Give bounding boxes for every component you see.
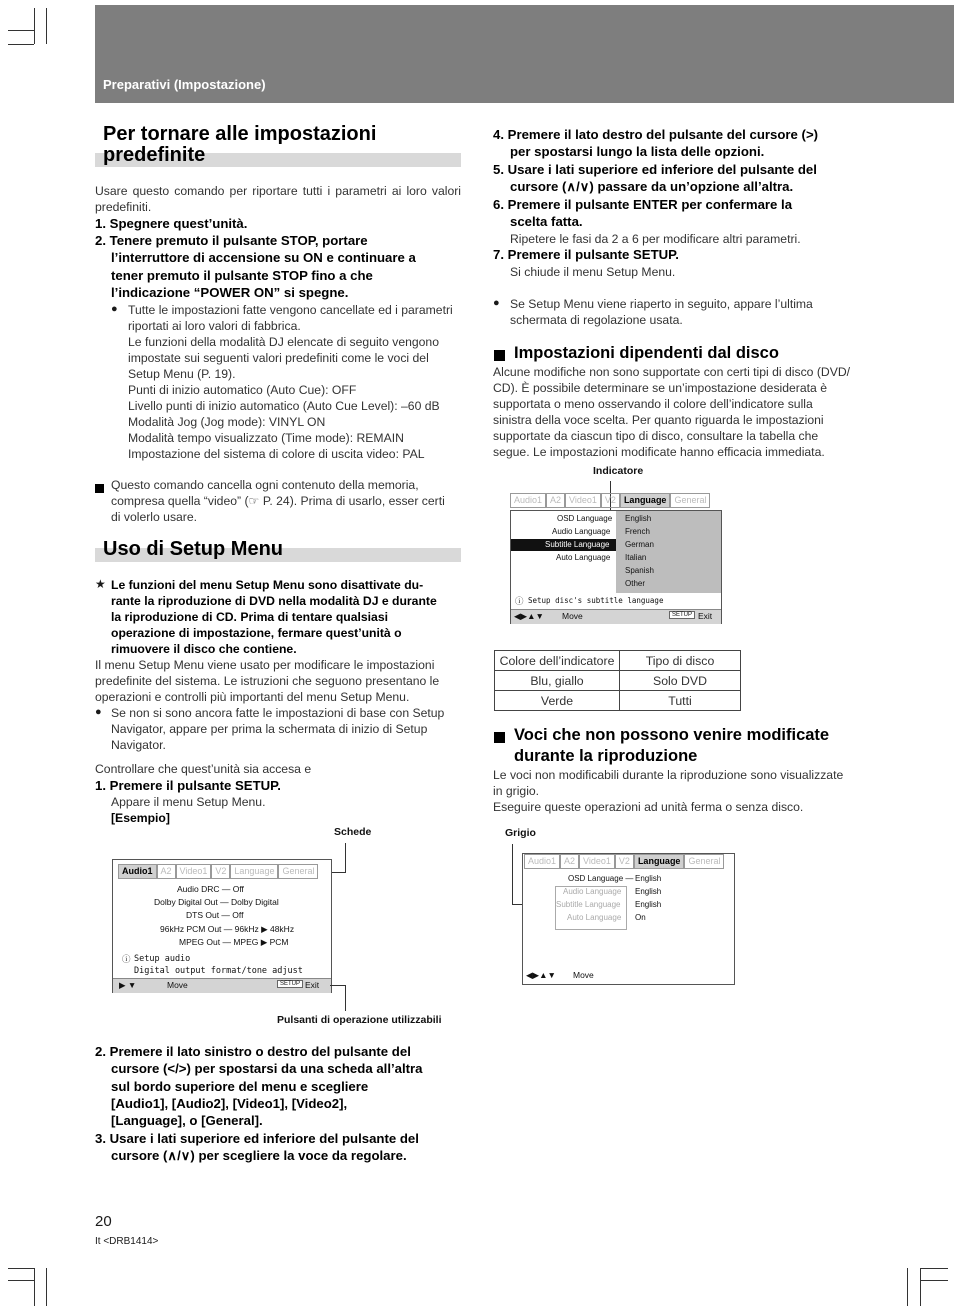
crop-mark	[8, 30, 34, 31]
tab-v2[interactable]: V2	[601, 493, 620, 508]
callout-tabs: Schede	[334, 826, 372, 838]
menu-item[interactable]: Audio DRC — Off	[177, 884, 244, 894]
tab-general[interactable]: General	[278, 864, 318, 879]
move-label: Move	[562, 611, 583, 621]
crop-mark	[8, 1268, 34, 1269]
crop-mark	[46, 1268, 47, 1306]
indicator-table	[494, 650, 741, 711]
menu-item[interactable]: 96kHz PCM Out — 96kHz ▶ 48kHz	[160, 924, 295, 934]
tab-bar	[118, 864, 318, 879]
menu-item[interactable]: OSD Language	[557, 514, 613, 523]
tab-v2[interactable]: V2	[615, 854, 634, 869]
tab-language[interactable]: Language	[230, 864, 278, 879]
info-icon: ⓘ	[122, 955, 131, 965]
menu-item-grey: Audio Language	[563, 887, 622, 896]
subsection-title: Voci che non possono venire modificate durante la riproduzione	[514, 726, 830, 765]
bullet-text: Se Setup Menu viene riaperto in seguito, appare l’ultima schermata di regolazione usata.	[510, 297, 813, 327]
header-title: Preparativi (Impostazione)	[103, 77, 266, 92]
section-title: Per tornare alle impostazioni predefinite	[103, 123, 377, 166]
option-item[interactable]: German	[625, 540, 654, 549]
crop-mark	[46, 8, 47, 44]
section-title: Uso di Setup Menu	[103, 538, 283, 560]
tab-video1[interactable]: Video1	[176, 864, 212, 879]
square-bullet-icon	[494, 730, 505, 748]
bullet-text: Se non si sono ancora fatte le impostazioni di base con Setup Navigator, appare per prima la schermata di inizio di Setup Navigator.	[111, 706, 445, 752]
step-7-sub: Si chiude il menu Setup Menu.	[510, 265, 676, 279]
document-code: It <DRB1414>	[95, 1236, 159, 1247]
tab-language[interactable]: Language	[620, 493, 671, 508]
tab-a2[interactable]: A2	[546, 493, 565, 508]
tab-video1[interactable]: Video1	[579, 854, 615, 869]
crop-mark	[8, 44, 34, 45]
bottom-bar	[113, 978, 331, 993]
option-value: English	[635, 887, 662, 896]
info-text: Setup audio	[134, 954, 191, 964]
move-label: Move	[573, 970, 594, 980]
menu-item[interactable]: Dolby Digital Out — Dolby Digital	[154, 897, 279, 907]
exit-label: Exit	[698, 611, 713, 621]
menu-item[interactable]: MPEG Out — MPEG ▶ PCM	[179, 937, 289, 947]
step-4: 4. Premere il lato destro del pulsante del cursore (>) per spostarsi lungo la lista delle opzioni.	[493, 127, 819, 160]
bottom-bar	[511, 609, 721, 624]
callout-indicator: Indicatore	[593, 465, 644, 477]
tab-audio1[interactable]: Audio1	[510, 493, 546, 508]
crop-mark	[907, 1268, 908, 1306]
crop-mark	[920, 1268, 921, 1306]
subsection-title: Impostazioni dipendenti dal disco	[514, 344, 779, 362]
step-1: 1. Spegnere quest’unità.	[95, 216, 248, 231]
table-cell: Blu, giallo	[495, 671, 620, 691]
bullet-icon: ●	[111, 303, 118, 315]
callout-grey: Grigio	[505, 827, 536, 839]
table-cell: Tutti	[620, 691, 741, 711]
intro-text: Usare questo comando per riportare tutti i parametri ai loro valori predefiniti.	[95, 184, 461, 214]
table-cell: Verde	[495, 691, 620, 711]
menu-item-grey: Auto Language	[567, 913, 622, 922]
menu-item-selected[interactable]: Subtitle Language	[545, 540, 610, 549]
option-item[interactable]: Italian	[625, 553, 647, 562]
tab-audio1[interactable]: Audio1	[524, 854, 560, 869]
arrow-keys-icon: ▶ ▼	[119, 980, 137, 990]
warning-text: Le funzioni del menu Setup Menu sono disattivate du- rante la riproduzione di DVD nella modalità DJ e durante la riproduzione di CD. Prima di tentare qualsiasi operazione di impostazione, fermare quest’unità o rimuovere il disco che contiene.	[111, 578, 437, 656]
callout-line	[345, 985, 346, 1011]
star-icon: ★	[95, 577, 106, 591]
option-item[interactable]: English	[625, 514, 652, 523]
tab-a2[interactable]: A2	[157, 864, 176, 879]
crop-mark	[34, 8, 35, 44]
callout-line	[330, 985, 346, 986]
table-cell: Solo DVD	[620, 671, 741, 691]
bullet-text: Tutte le impostazioni fatte vengono cancellate ed i parametri riportati ai loro valori di fabbrica. Le funzioni della modalità DJ elencate di seguito vengono impostate sui seguenti valori predefiniti come le voci del Setup Menu (P. 19). Punti di inizio automatico (Auto Cue): OFF Livello punti di inizio automatico (Auto Cue Level): –60 dB Modalità Jog (Jog mode): VINYL ON Modalità tempo visualizzato (Time mode): REMAIN Impostazione del sistema di colore di uscita video: PAL	[128, 303, 453, 461]
table-header: Colore dell’indicatore	[495, 651, 620, 671]
menu-panel	[510, 510, 722, 624]
step-1: 1. Premere il pulsante SETUP.	[95, 778, 281, 793]
tab-a2[interactable]: A2	[560, 854, 579, 869]
step-2: 2. Premere il lato sinistro o destro del pulsante del cursore (</>) per spostarsi da una scheda all’altra sul bordo superiore del menu e scegliere [Audio1], [Audio2], [Video1], [Video2], [Language], o [General].	[95, 1044, 423, 1129]
arrow-keys-icon: ◀▶▲▼	[526, 970, 556, 980]
page-header	[95, 5, 954, 103]
tab-bar	[510, 493, 710, 508]
step-6-sub: Ripetere le fasi da 2 a 6 per modificare altri parametri.	[510, 232, 801, 246]
setup-menu-intro: Il menu Setup Menu viene usato per modificare le impostazioni predefinite del sistema. Le istruzioni che seguono presentano le operazioni e controlli più importanti del menu Setup Menu.	[95, 658, 440, 704]
exit-label: Exit	[305, 980, 320, 990]
setup-menu-screen-audio	[112, 859, 332, 993]
info-text: Digital output format/tone adjust	[134, 966, 303, 976]
check-text: Controllare che quest’unità sia accesa e	[95, 762, 312, 776]
option-value: English	[635, 874, 662, 883]
setup-menu-screen-playback	[522, 853, 735, 985]
crop-mark	[920, 1268, 948, 1269]
table-row	[495, 691, 741, 711]
step-1-sub: Appare il menu Setup Menu.	[111, 795, 266, 809]
page-number: 20	[95, 1213, 112, 1230]
arrow-keys-icon: ◀▶▲▼	[514, 611, 544, 621]
note-square-icon	[95, 480, 104, 498]
step-7: 7. Premere il pulsante SETUP.	[493, 247, 679, 262]
step-2: 2. Tenere premuto il pulsante STOP, portare l’interruttore di accensione su ON e continuare a tener premuto il pulsante STOP fino a che l’indicazione “POWER ON” si spegne.	[95, 233, 416, 300]
bullet-icon: ●	[493, 297, 500, 309]
tab-audio1[interactable]: Audio1	[118, 864, 157, 879]
bullet-icon: ●	[95, 706, 102, 718]
step-6: 6. Premere il pulsante ENTER per confermare la scelta fatta.	[493, 197, 793, 230]
callout-line	[330, 872, 346, 873]
menu-item[interactable]: Auto Language	[556, 553, 611, 562]
step-5: 5. Usare i lati superiore ed inferiore del pulsante del cursore (∧/∨) passare da un’opzione all’altra.	[493, 162, 817, 195]
setup-key[interactable]: SETUP	[669, 611, 695, 619]
menu-item-grey: Subtitle Language	[556, 900, 621, 909]
info-text: Setup disc's subtitle language	[528, 596, 664, 605]
example-label: [Esempio]	[111, 811, 170, 825]
option-value: English	[635, 900, 662, 909]
crop-mark	[34, 1268, 35, 1306]
setup-menu-screen-language	[509, 492, 721, 623]
info-icon: ⓘ	[515, 597, 524, 607]
callout-line	[512, 844, 513, 904]
option-value: On	[635, 913, 646, 922]
option-item[interactable]: French	[625, 527, 650, 536]
note-text: Questo comando cancella ogni contenuto della memoria, compresa quella “video” (☞ P. 24). Prima di usarlo, esser certi di volerlo usare.	[111, 478, 445, 524]
tab-general[interactable]: General	[684, 854, 724, 869]
callout-line	[345, 843, 346, 873]
tab-general[interactable]: General	[670, 493, 710, 508]
tab-video1[interactable]: Video1	[565, 493, 601, 508]
tab-language[interactable]: Language	[634, 854, 685, 869]
setup-key[interactable]: SETUP	[277, 980, 303, 988]
option-item[interactable]: Other	[625, 579, 646, 588]
menu-item[interactable]: OSD Language —	[568, 874, 634, 883]
tab-v2[interactable]: V2	[211, 864, 230, 879]
callout-buttons: Pulsanti di operazione utilizzabili	[277, 1014, 442, 1026]
menu-item[interactable]: Audio Language	[552, 527, 611, 536]
table-header-row	[495, 651, 741, 671]
move-label: Move	[167, 980, 188, 990]
step-3: 3. Usare i lati superiore ed inferiore del pulsante del cursore (∧/∨) per scegliere la voce da regolare.	[95, 1131, 419, 1164]
option-item[interactable]: Spanish	[625, 566, 654, 575]
table-header: Tipo di disco	[620, 651, 741, 671]
disc-settings-text: Alcune modifiche non sono supportate con certi tipi di disco (DVD/ CD). È possibile determinare se un’impostazione desiderata è supportata o meno osservando il colore dell’indicatore sulla sinistra della voce scelta. Per quanto riguarda le impostazioni supportate da ciascun tipo di disco, consultare la tabella che segue. Le impostazioni modificate hanno efficacia immediata.	[493, 365, 851, 459]
tab-bar	[524, 854, 724, 869]
grey-items-text: Le voci non modificabili durante la riproduzione sono visualizzate in grigio. Eseguire queste operazioni ad unità ferma o senza disco.	[493, 768, 844, 814]
crop-mark	[920, 1280, 948, 1281]
crop-mark	[8, 1280, 34, 1281]
menu-item[interactable]: DTS Out — Off	[186, 910, 244, 920]
table-row	[495, 671, 741, 691]
